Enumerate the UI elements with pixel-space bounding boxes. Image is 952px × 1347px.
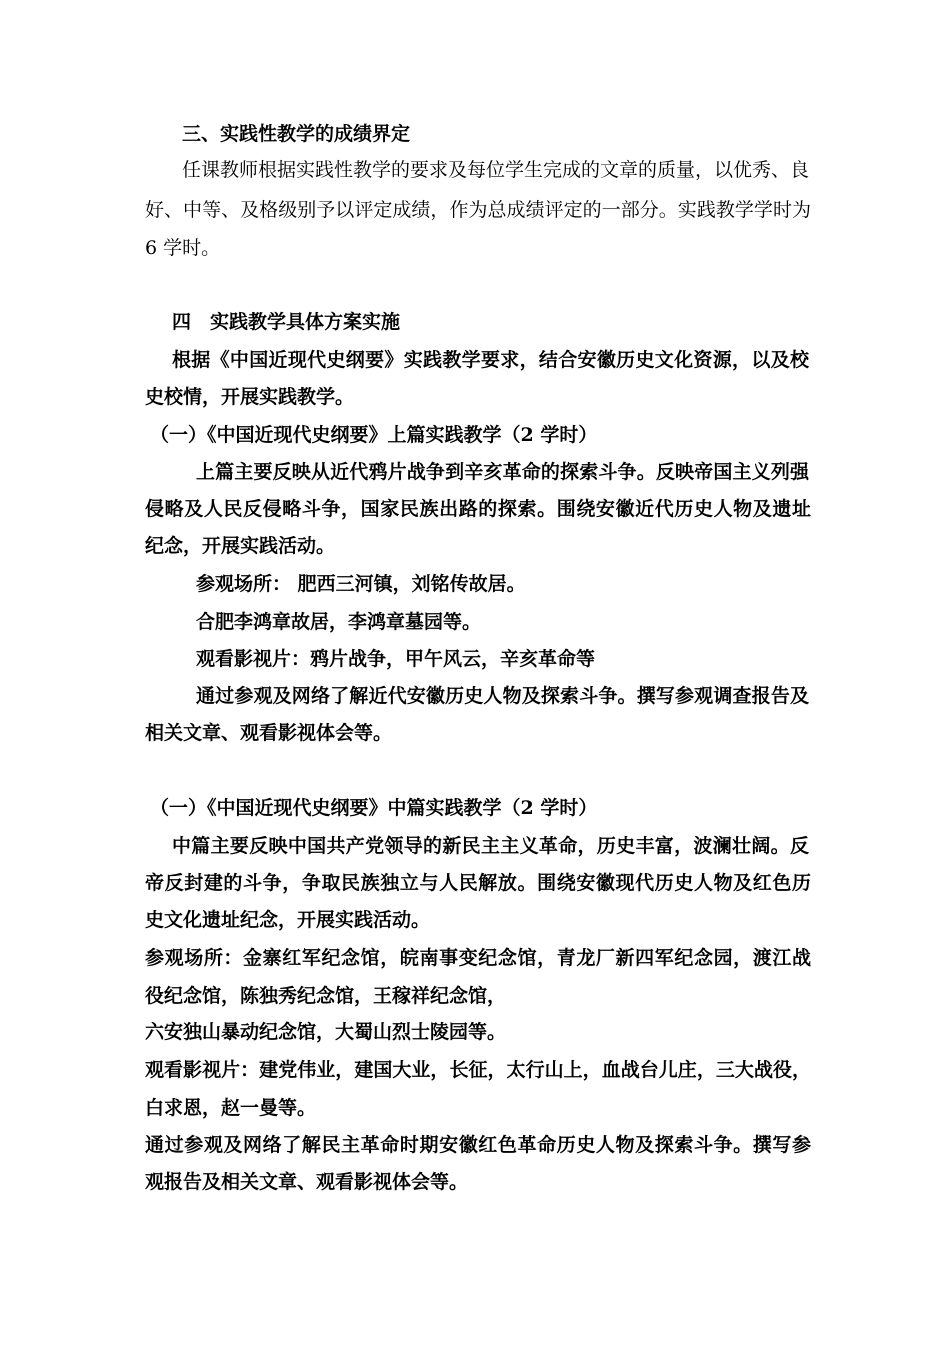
part2-visit2: 六安独山暴动纪念馆，大蜀山烈士陵园等。 — [145, 1021, 507, 1043]
part1-desc-line2: 侵略及人民反侵略斗争，国家民族出路的探索。围绕安徽近代历史人物及遗址 — [145, 498, 811, 520]
part1-visit2: 合肥李鸿章故居，李鸿章墓园等。 — [196, 611, 482, 633]
part2-task-line2: 观报告及相关文章、观看影视体会等。 — [145, 1171, 469, 1193]
part1-visit: 参观场所： 肥西三河镇，刘铭传故居。 — [196, 573, 526, 595]
section3-para-line3: 6 学时。 — [145, 237, 221, 259]
part1-desc-line3: 纪念，开展实践活动。 — [145, 535, 336, 557]
part2-desc-line3: 史文化遗址纪念，开展实践活动。 — [145, 909, 431, 931]
part1-title: （一）《中国近现代史纲要》上篇实践教学（2 学时） — [150, 424, 598, 446]
part1-task-line2: 相关文章、观看影视体会等。 — [145, 722, 393, 744]
part1-desc-line1: 上篇主要反映从近代鸦片战争到辛亥革命的探索斗争。反映帝国主义列强 — [196, 461, 809, 483]
section4-heading: 四 实践教学具体方案实施 — [172, 311, 401, 333]
section3-para-line2: 好、中等、及格级别予以评定成绩，作为总成绩评定的一部分。实践教学学时为 — [145, 199, 811, 221]
section3-heading: 三、实践性教学的成绩界定 — [182, 123, 411, 145]
part2-task-line1: 通过参观及网络了解民主革命时期安徽红色革命历史人物及探索斗争。撰写参 — [145, 1134, 811, 1156]
part1-task-line1: 通过参观及网络了解近代安徽历史人物及探索斗争。撰写参观调查报告及 — [196, 685, 809, 707]
section3-para-line1: 任课教师根据实践性教学的要求及每位学生完成的文章的质量，以优秀、良 — [182, 159, 810, 181]
section4-intro-line1: 根据《中国近现代史纲要》实践教学要求，结合安徽历史文化资源，以及校 — [172, 349, 809, 371]
part2-title: （一）《中国近现代史纲要》中篇实践教学（2 学时） — [150, 797, 598, 819]
part1-films: 观看影视片：鸦片战争，甲午风云，辛亥革命等 — [196, 648, 596, 670]
part2-desc-line2: 帝反封建的斗争，争取民族独立与人民解放。围绕安徽现代历史人物及红色历 — [145, 872, 811, 894]
section4-intro-line2: 史校情，开展实践教学。 — [145, 386, 355, 408]
part2-desc-line1: 中篇主要反映中国共产党领导的新民主主义革命，历史丰富，波澜壮阔。反 — [172, 835, 809, 857]
part2-visit-line2: 役纪念馆，陈独秀纪念馆，王稼祥纪念馆， — [145, 985, 507, 1007]
part2-films-line1: 观看影视片：建党伟业，建国大业，长征，太行山上，血战台儿庄，三大战役， — [145, 1059, 811, 1081]
part2-visit-line1: 参观场所：金寨红军纪念馆，皖南事变纪念馆，青龙厂新四军纪念园，渡江战 — [145, 947, 811, 969]
part2-films-line2: 白求恩，赵一曼等。 — [145, 1097, 317, 1119]
